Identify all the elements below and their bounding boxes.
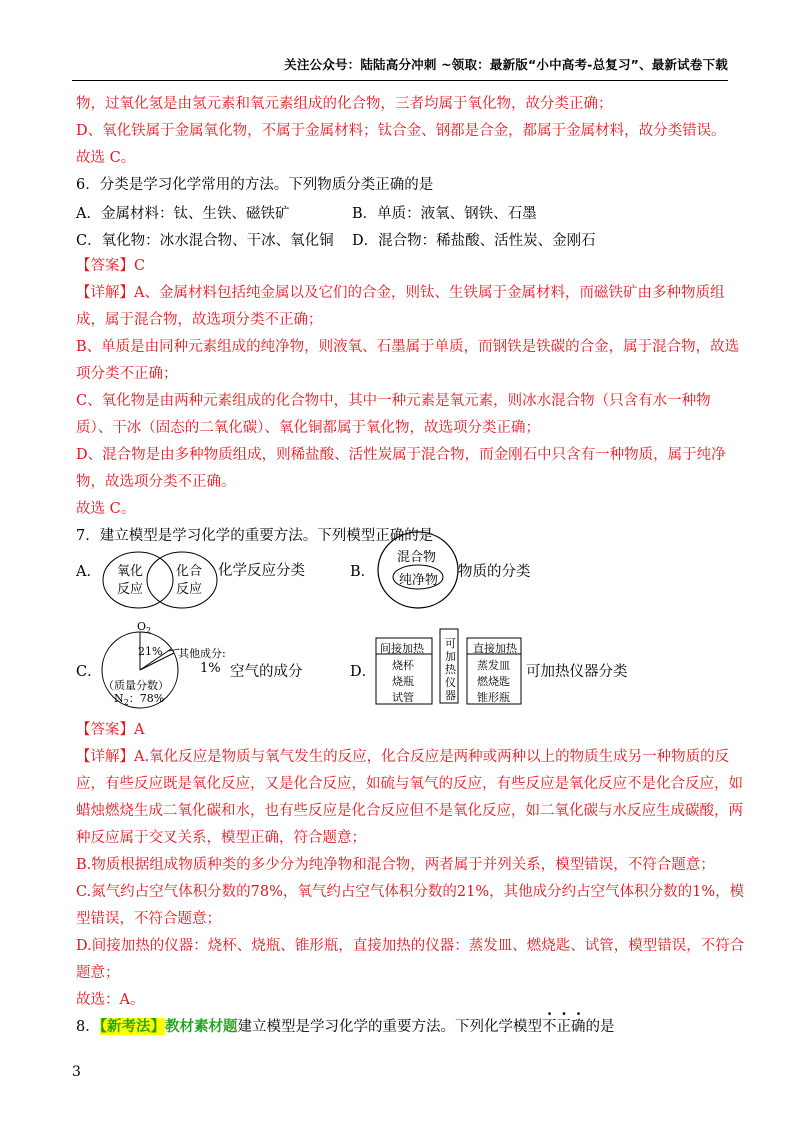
answer-tag: 【答案】 — [76, 258, 134, 274]
q7-detail-line: B.物质根据组成物质种类的多少分为纯净物和混合物，两者属于并列关系，模型错误，不符合题意； — [76, 857, 715, 873]
o2-sub: 2 — [146, 626, 152, 636]
fig-b-outer: 混合物 — [397, 550, 437, 565]
fig-d-left-title: 间接加热 — [380, 642, 424, 655]
fig-a-venn — [96, 545, 226, 615]
fig-d-center-char: 可 — [445, 637, 456, 650]
fig-c-mass: （质量分数） — [103, 679, 169, 692]
q6-detail-line: 故选 C。 — [76, 501, 136, 517]
q6-detail-line: 项分类不正确； — [76, 366, 178, 382]
q6-answer — [76, 256, 736, 276]
q8-emph: 正 — [556, 1019, 571, 1035]
q7-answer — [76, 720, 736, 740]
fig-d-right-item: 锥形瓶 — [477, 691, 510, 704]
q7-detail-line: 故选：A。 — [76, 992, 145, 1008]
q5-tail-line: 物，过氧化氢是由氢元素和氧元素组成的化合物，三者均属于氧化物，故分类正确； — [76, 96, 613, 112]
q6-detail-line: C、氧化物是由两种元素组成的化合物中，其中一种元素是氧元素，则冰水混合物（只含有水一种物 — [76, 393, 711, 409]
q6-detail-line: B、单质是由同种元素组成的纯净物，则液氧、石墨属于单质，而钢铁是铁碳的合金，属于混合物，故选 — [76, 339, 740, 355]
fig-c-letter: C． — [76, 664, 102, 680]
fig-d-right-item: 燃烧匙 — [477, 675, 510, 688]
fig-c-o2 — [137, 620, 151, 635]
fig-d-center-char: 加 — [445, 650, 456, 663]
page-number: 3 — [72, 1064, 81, 1080]
q6-stem: 6．分类是学习化学常用的方法。下列物质分类正确的是 — [76, 177, 434, 193]
q6-detail-line: 物，故选项分类不正确。 — [76, 474, 236, 490]
fig-b-inner: 纯净物 — [399, 573, 439, 588]
q7-detail-line: 【详解】A.氧化反应是物质与氧气发生的反应，化合反应是两种或两种以上的物质生成另一种物质的反 — [76, 749, 730, 765]
fig-d-center-char: 仪 — [445, 676, 456, 689]
fig-d-left-item: 烧杯 — [392, 659, 414, 672]
fig-a-left-1: 氧化 — [117, 564, 144, 579]
fig-c-21: 21% — [138, 645, 163, 658]
answer-value: C — [134, 258, 146, 274]
fig-c-other: 其他成分: — [178, 647, 226, 660]
q6-detail-line: D、混合物是由多种物质组成，则稀盐酸、活性炭属于混合物，而金刚石中只含有一种物质，属于纯净 — [76, 447, 726, 463]
fig-a-right-2: 反应 — [176, 582, 203, 597]
q8-number: 8． — [76, 1019, 100, 1035]
fig-c-caption: 空气的成分 — [230, 664, 303, 680]
q7-detail-line: 应，有些反应既是氧化反应，又是化合反应，如硫与氧气的反应，有些反应是氧化反应不是化合反应，如 — [76, 776, 743, 792]
q8-emph: 不 — [541, 1019, 557, 1035]
q8-stem — [76, 1017, 736, 1037]
q7-stem: 7．建立模型是学习化学的重要方法。下列模型正确的是 — [76, 528, 434, 544]
fig-d-center-char: 热 — [445, 663, 456, 676]
q7-detail-line: 题意； — [76, 965, 120, 981]
fig-d-left-item: 烧瓶 — [392, 675, 414, 688]
q8-emph: 确 — [570, 1019, 586, 1035]
q7-detail-line: 种反应属于交叉关系，模型正确，符合题意； — [76, 830, 366, 846]
q6-option-c: C．氧化物：冰水混合物、干冰、氧化铜 — [76, 233, 334, 249]
q6-detail-line: 【详解】A、金属材料包括纯金属以及它们的合金，则钛、生铁属于金属材料，而磁铁矿由多种物质组 — [76, 285, 725, 301]
fig-b-letter: B． — [350, 564, 376, 580]
fig-c-1pct: 1% — [200, 661, 221, 676]
page-header: 关注公众号：陆陆高分冲刺 ~领取：最新版“小中高考-总复习”、最新试卷下载 — [284, 57, 728, 72]
q6-option-b: B．单质：液氧、钢铁、石墨 — [352, 206, 537, 222]
fig-c-n2 — [114, 690, 164, 707]
q7-detail-line: 型错误，不符合题意； — [76, 911, 221, 927]
fig-a-left-2: 反应 — [117, 582, 144, 597]
q8-label: 教材素材题 — [164, 1018, 238, 1035]
n2-sub: 2 — [123, 698, 129, 708]
q8-new-tag: 【新考法】 — [99, 1018, 165, 1035]
q8-stem-post: 的是 — [585, 1019, 615, 1035]
answer-value: A — [134, 722, 145, 738]
fig-a-letter: A． — [76, 564, 101, 580]
q6-detail-line: 质）、干冰（固态的二氧化碳）、氧化铜都属于氧化物，故选项分类正确； — [76, 420, 540, 436]
q7-detail-line: D.间接加热的仪器：烧杯、烧瓶、锥形瓶，直接加热的仪器：蒸发皿、燃烧匙、试管，模型错误，不符合 — [76, 938, 745, 954]
fig-d-caption: 可加热仪器分类 — [526, 664, 628, 680]
q5-tail-line: D、氧化铁属于金属氧化物，不属于金属材料；钛合金、钢都是合金，都属于金属材料，故分类错误。 — [76, 123, 726, 139]
header-rule — [72, 80, 728, 81]
answer-tag: 【答案】 — [76, 722, 134, 738]
q5-tail-line: 故选 C。 — [76, 150, 136, 166]
fig-d-letter: D． — [350, 664, 377, 680]
q6-option-a: A．金属材料：钛、生铁、磁铁矿 — [76, 206, 290, 222]
fig-d-right-title: 直接加热 — [473, 642, 517, 655]
n2-pct: ：78% — [128, 692, 165, 705]
n2-label: N — [114, 692, 124, 705]
q7-detail-line: 蜡烛燃烧生成二氧化碳和水，也有些反应是化合反应但不是氧化反应，如二氧化碳与水反应生成碳酸，两 — [76, 803, 743, 819]
fig-d-center — [445, 637, 456, 702]
q7-detail-line: C.氮气约占空气体积分数的78%，氧气约占空气体积分数的21%，其他成分约占空气体积分数的1%，模 — [76, 884, 745, 900]
fig-d-center-char: 器 — [445, 689, 456, 702]
fig-d-right-item: 蒸发皿 — [477, 659, 510, 672]
q6-detail-line: 成，属于混合物，故选项分类不正确； — [76, 312, 323, 328]
fig-b-caption: 物质的分类 — [458, 564, 531, 580]
fig-a-caption: 化学反应分类 — [218, 563, 305, 579]
q8-stem-pre: 建立模型是学习化学的重要方法。下列化学模型 — [237, 1019, 542, 1035]
o2-label: O — [137, 620, 147, 633]
fig-d-left-item: 试管 — [392, 691, 414, 704]
fig-a-right-1: 化合 — [176, 564, 203, 579]
q6-option-d: D．混合物：稀盐酸、活性炭、金刚石 — [352, 233, 596, 249]
